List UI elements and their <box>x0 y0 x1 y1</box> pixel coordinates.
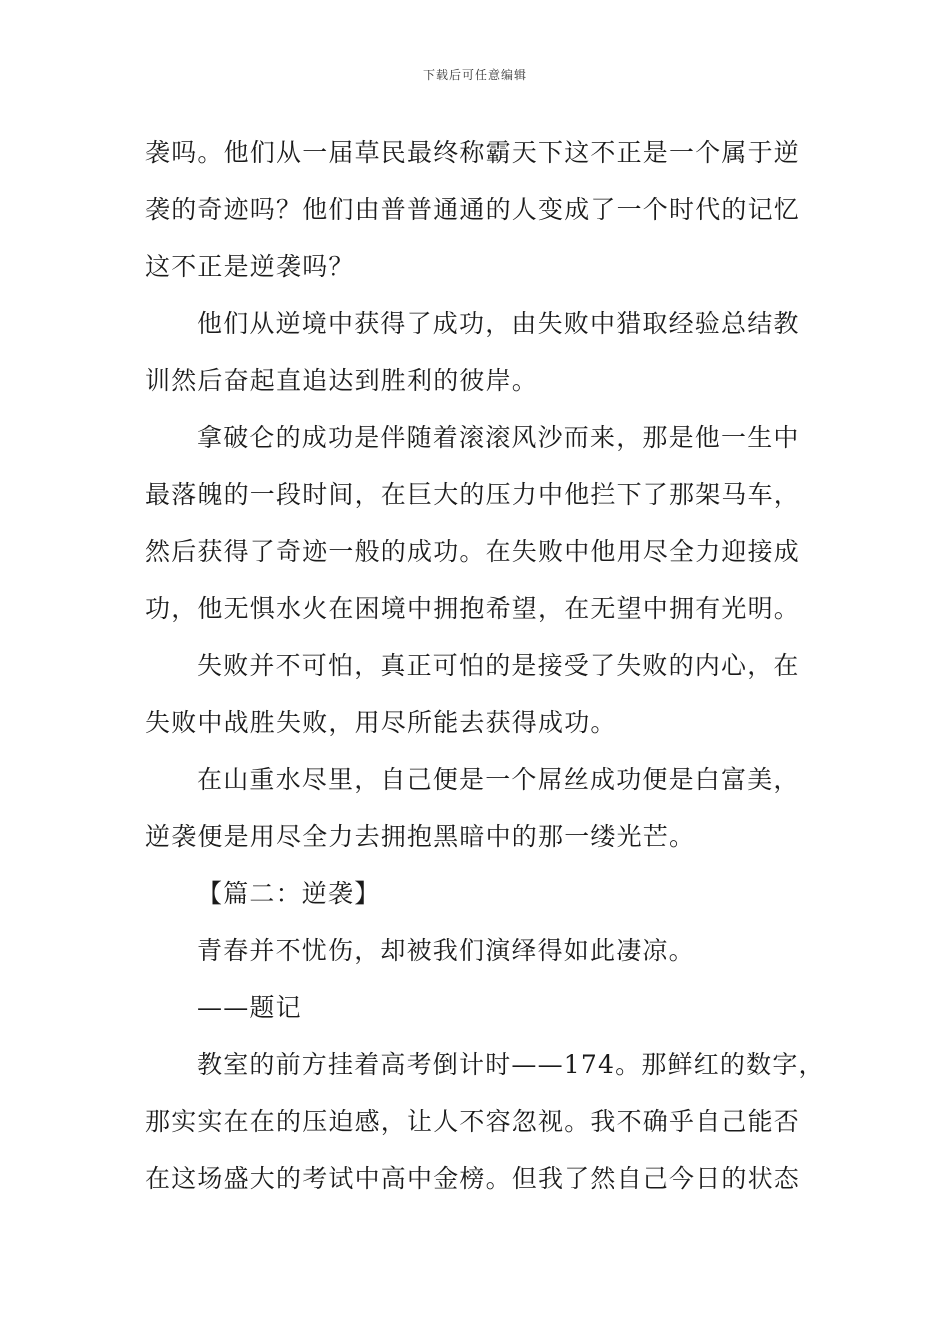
text-line: 拿破仑的成功是伴随着滚滚风沙而来，那是他一生中 <box>197 423 800 452</box>
text-line: 失败并不可怕，真正可怕的是接受了失败的内心，在 <box>197 651 800 680</box>
text-line: 他们从逆境中获得了成功，由失败中猎取经验总结教 <box>197 309 800 338</box>
text-line: 功，他无惧水火在困境中拥抱希望，在无望中拥有光明。 <box>145 594 801 623</box>
text-line: 在这场盛大的考试中高中金榜。但我了然自己今日的状态 <box>145 1164 801 1193</box>
epigraph: 青春并不忧伤，却被我们演绎得如此凄凉。 <box>197 936 695 965</box>
text-line: 逆袭便是用尽全力去拥抱黑暗中的那一缕光芒。 <box>145 822 696 851</box>
page-header: 下载后可任意编辑 <box>422 68 527 82</box>
text-line: 失败中战胜失败，用尽所能去获得成功。 <box>145 708 617 737</box>
text-line: 然后获得了奇迹一般的成功。在失败中他用尽全力迎接成 <box>145 537 801 566</box>
text-line: 那实实在在的压迫感，让人不容忽视。我不确乎自己能否 <box>145 1107 801 1136</box>
text-line: 袭的奇迹吗？他们由普普通通的人变成了一个时代的记忆 <box>145 195 801 224</box>
epigraph-attribution: ——题记 <box>197 993 302 1022</box>
text-line: 训然后奋起直追达到胜利的彼岸。 <box>145 366 539 395</box>
text-line: 袭吗。他们从一届草民最终称霸天下这不正是一个属于逆 <box>145 138 801 167</box>
section-heading: 【篇二：逆袭】 <box>197 879 381 908</box>
text-line: 最落魄的一段时间，在巨大的压力中他拦下了那架马车， <box>145 480 801 509</box>
text-line: 教室的前方挂着高考倒计时——174。那鲜红的数字， <box>197 1050 825 1079</box>
text-line: 这不正是逆袭吗？ <box>145 252 355 281</box>
text-line: 在山重水尽里，自己便是一个屌丝成功便是白富美， <box>197 765 800 794</box>
